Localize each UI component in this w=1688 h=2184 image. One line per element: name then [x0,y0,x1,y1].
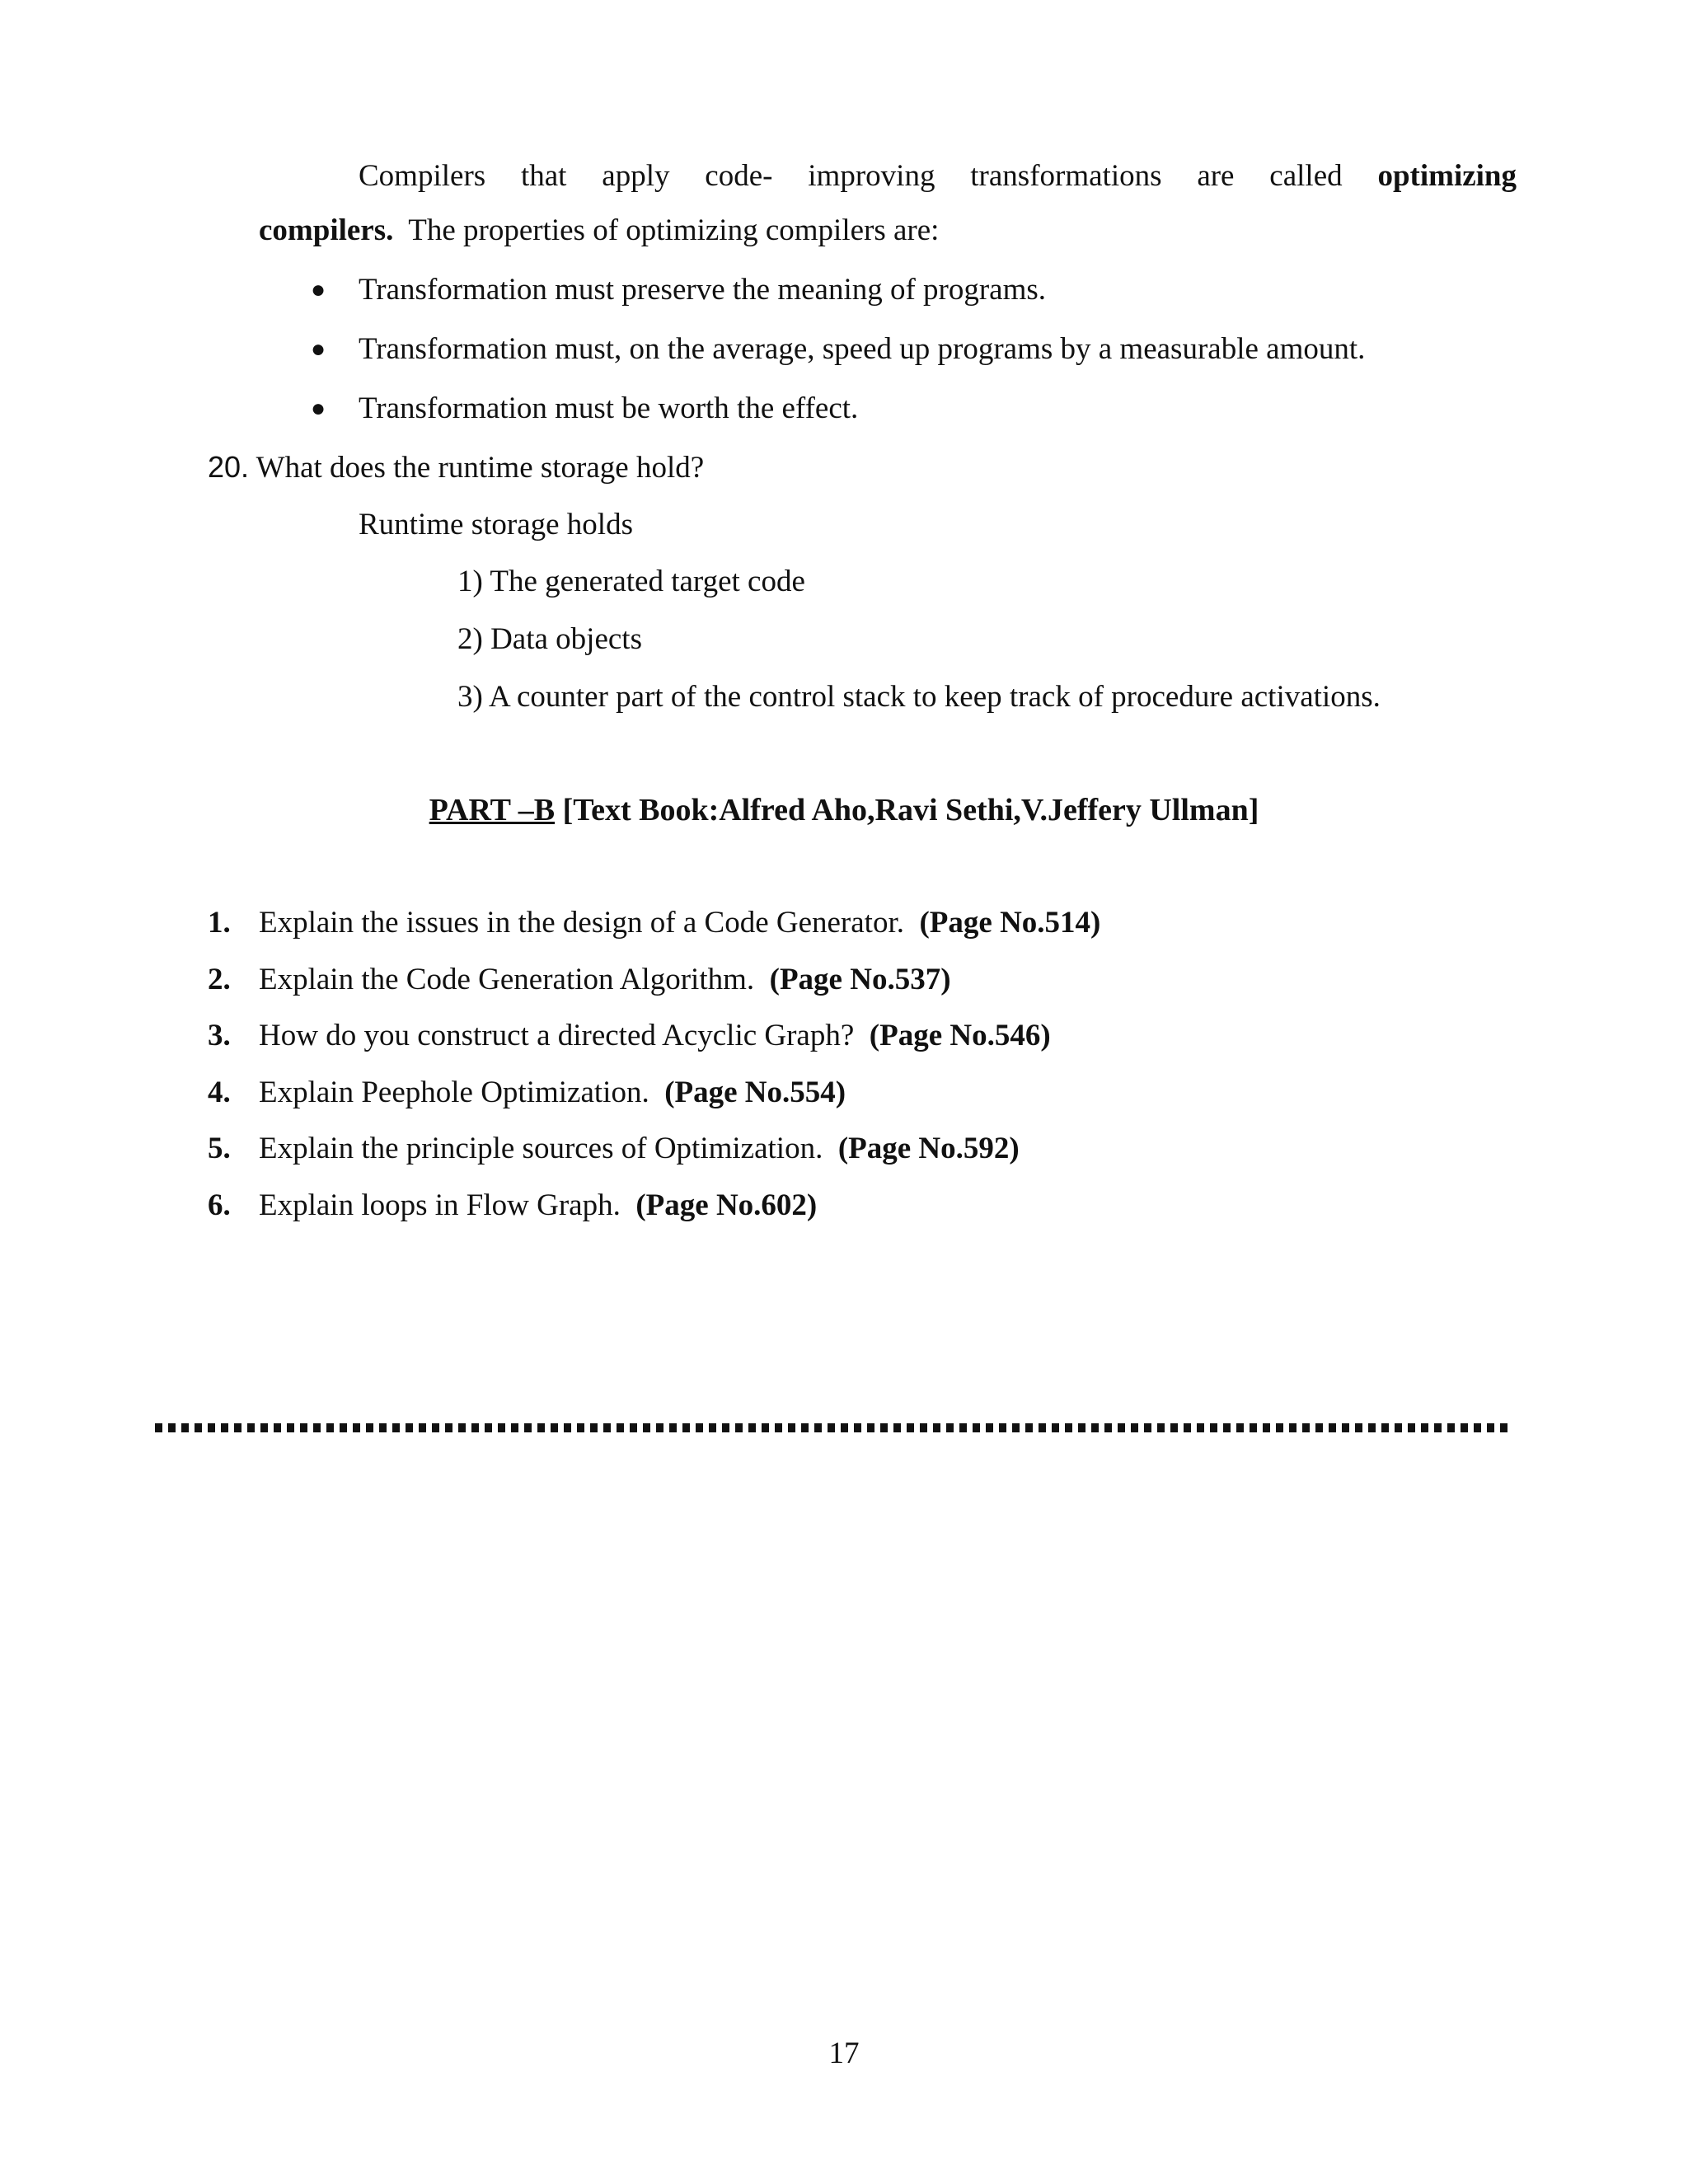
dotted-separator [155,1423,1513,1432]
answer-item: 1) The generated target code [457,565,805,598]
list-item [208,1075,846,1111]
intro-word: called [1269,159,1343,193]
answer-item: 3) A counter part of the control stack to keep track of procedure activations. [457,680,1381,714]
question-text: What does the runtime storage hold? [256,451,705,485]
question-number: 2. [208,963,231,996]
question-number: 3. [208,1019,231,1052]
property-item: Transformation must preserve the meaning of programs. [359,273,1047,307]
list-item [208,962,951,998]
page-reference: (Page No.602) [635,1188,818,1222]
intro-word: transformations [970,159,1162,193]
question-text: Explain Peephole Optimization. [259,1076,649,1109]
intro-word: that [520,159,567,193]
bullet-icon: ● [311,276,326,303]
bold-term-compilers: compilers. [259,213,394,247]
question-number: 5. [208,1132,231,1165]
answer-intro: Runtime storage holds [359,508,633,541]
page-reference: (Page No.514) [919,906,1101,940]
list-item [208,1131,1020,1167]
list-item [208,905,1100,941]
question-number: 4. [208,1076,231,1109]
page-reference: (Page No.554) [664,1076,846,1109]
page-reference: (Page No.546) [869,1019,1051,1052]
property-item: Transformation must be worth the effect. [359,391,859,425]
part-b-heading [0,792,1688,828]
intro-word: code- [705,159,773,193]
property-item: Transformation must, on the average, speed up programs by a measurable amount. [359,332,1366,366]
bold-term-optimizing: optimizing [1377,159,1517,193]
question-20 [208,449,704,486]
intro-word: improving [808,159,935,193]
intro-word: apply [602,159,670,193]
intro-word: are [1197,159,1235,193]
page-reference: (Page No.537) [769,963,951,996]
page-reference: (Page No.592) [837,1132,1020,1165]
question-text: Explain loops in Flow Graph. [259,1188,621,1222]
intro-line-2 [259,213,939,249]
intro-word: Compilers [359,159,486,193]
part-b-label: PART –B [429,793,556,827]
bullet-icon: ● [311,335,326,363]
question-text: Explain the principle sources of Optimization. [259,1132,823,1165]
question-number: 20. [208,450,250,484]
question-text: Explain the issues in the design of a Code Generator. [259,906,904,940]
question-number: 6. [208,1188,231,1222]
bullet-icon: ● [311,395,326,422]
list-item [208,1018,1051,1054]
intro-line-1 [359,158,1517,194]
intro-line-2-text: The properties of optimizing compilers are: [408,213,940,247]
question-text: How do you construct a directed Acyclic Graph? [259,1019,855,1052]
list-item [208,1188,817,1224]
question-number: 1. [208,906,231,940]
part-b-reference: [Text Book:Alfred Aho,Ravi Sethi,V.Jeffery Ullman] [562,793,1259,827]
question-text: Explain the Code Generation Algorithm. [259,963,755,996]
page-number: 17 [828,2036,860,2070]
answer-item: 2) Data objects [457,622,642,656]
